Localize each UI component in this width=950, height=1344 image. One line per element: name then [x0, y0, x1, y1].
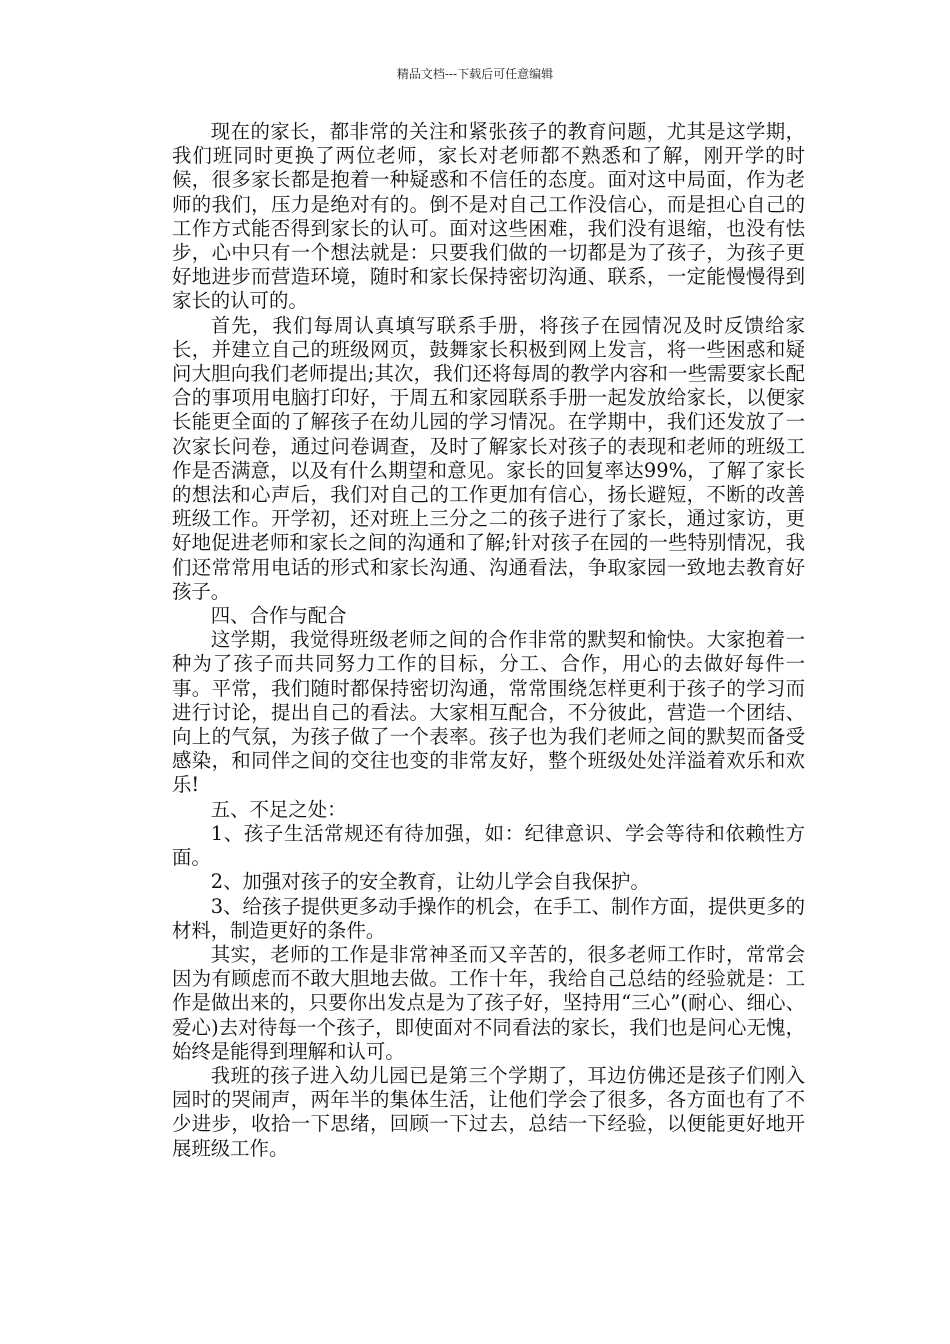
document-body [172, 120, 805, 1161]
list-item-shortcoming-1: 1、孩子生活常规还有待加强，如：纪律意识、学会等待和依赖性方面。 [172, 821, 805, 870]
paragraph-communication-measures: 首先，我们每周认真填写联系手册，将孩子在园情况及时反馈给家长，并建立自己的班级网页，鼓舞家长积极到网上发言，将一些困惑和疑问大胆向我们老师提出;其次，我们还将每周的教学内容和一些需要家长配合的事项用电脑打印好，于周五和家园联系手册一起发放给家长，以便家长能更全面的了解孩子在幼儿园的学习情况。在学期中，我们还发放了一次家长问卷，通过问卷调查，及时了解家长对孩子的表现和老师的班级工作是否满意，以及有什么期望和意见。家长的回复率达99%，了解了家长的想法和心声后，我们对自己的工作更加有信心，扬长避短，不断的改善班级工作。开学初，还对班上三分之二的孩子进行了家长，通过家访，更好地促进老师和家长之间的沟通和了解;针对孩子在园的一些特别情况，我们还常常用电话的形式和家长沟通、沟通看法，争取家园一致地去教育好孩子。 [172, 313, 805, 603]
page-header: 精品文档---下载后可任意编辑 [396, 67, 554, 81]
list-item-shortcoming-2: 2、加强对孩子的安全教育，让幼儿学会自我保护。 [210, 870, 650, 894]
section-heading-cooperation: 四、合作与配合 [210, 604, 347, 628]
paragraph-experience: 其实，老师的工作是非常神圣而又辛苦的，很多老师工作时，常常会因为有顾虑而不敢大胆地去做。工作十年，我给自己总结的经验就是：工作是做出来的，只要你出发点是为了孩子好，坚持用“三心”(耐心、细心、爱心)去对待每一个孩子，即使面对不同看法的家长，我们也是问心无愧，始终是能得到理解和认可。 [172, 942, 805, 1063]
list-item-shortcoming-3: 3、给孩子提供更多动手操作的机会，在手工、制作方面，提供更多的材料，制造更好的条件。 [172, 894, 805, 942]
paragraph-teacher-cooperation: 这学期，我觉得班级老师之间的合作非常的默契和愉快。大家抱着一种为了孩子而共同努力工作的目标，分工、合作，用心的去做好每件一事。平常，我们随时都保持密切沟通，常常围绕怎样更利于孩子的学习而进行讨论，提出自己的看法。大家相互配合，不分彼此，营造一个团结、向上的气氛，为孩子做了一个表率。孩子也为我们老师之间的默契而备受感染，和同伴之间的交往也变的非常友好，整个班级处处洋溢着欢乐和欢乐! [172, 628, 805, 797]
paragraph-parent-trust: 现在的家长，都非常的关注和紧张孩子的教育问题，尤其是这学期，我们班同时更换了两位老师，家长对老师都不熟悉和了解，刚开学的时候，很多家长都是抱着一种疑惑和不信任的态度。面对这中局面，作为老师的我们，压力是绝对有的。倒不是对自己工作没信心，而是担心自己的工作方式能否得到家长的认可。面对这些困难，我们没有退缩，也没有怯步，心中只有一个想法就是：只要我们做的一切都是为了孩子，为孩子更好地进步而营造环境，随时和家长保持密切沟通、联系，一定能慢慢得到家长的认可的。 [172, 120, 805, 313]
paragraph-semester-summary: 我班的孩子进入幼儿园已是第三个学期了，耳边仿佛还是孩子们刚入园时的哭闹声，两年半的集体生活，让他们学会了很多，各方面也有了不少进步，收拾一下思绪，回顾一下过去，总结一下经验，以便能更好地开展班级工作。 [172, 1063, 805, 1160]
section-heading-shortcomings: 五、不足之处： [210, 797, 347, 821]
